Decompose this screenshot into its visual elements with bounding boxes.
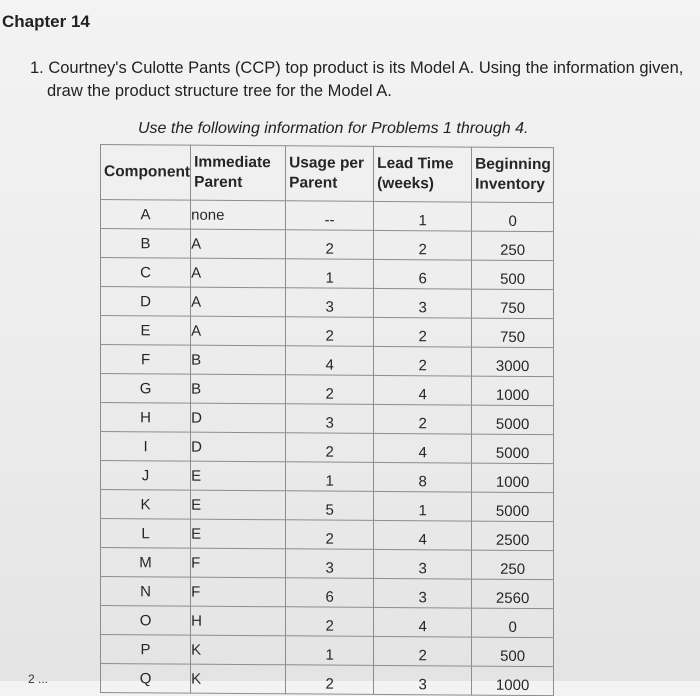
cell-beginning-inventory — [472, 260, 554, 290]
table-row — [101, 606, 554, 638]
cell-usage-per-parent-text: 2 — [325, 617, 334, 635]
problem-line-1: 1. Courtney's Culotte Pants (CCP) top product is its Model A. Using the information given, — [30, 59, 684, 77]
cell-usage-per-parent-text: 5 — [325, 501, 334, 519]
cell-beginning-inventory-text: 2560 — [495, 589, 530, 607]
cell-usage-per-parent — [286, 288, 374, 318]
cell-usage-per-parent-text: -- — [324, 211, 335, 229]
cell-usage-per-parent-text: 3 — [325, 414, 334, 432]
cell-immediate-parent-text: E — [191, 525, 202, 543]
table-row — [101, 461, 554, 493]
cell-lead-time-text: 2 — [418, 414, 427, 432]
cell-beginning-inventory-text: 0 — [508, 212, 517, 230]
cell-immediate-parent — [191, 432, 286, 462]
cell-lead-time-text: 2 — [418, 327, 427, 345]
cell-immediate-parent — [191, 577, 286, 607]
cell-usage-per-parent-text: 4 — [325, 356, 334, 374]
cell-usage-per-parent-text: 2 — [325, 675, 334, 693]
cell-component — [101, 316, 191, 346]
cell-beginning-inventory-text: 250 — [500, 241, 526, 259]
cell-lead-time — [374, 375, 472, 405]
cell-beginning-inventory — [472, 376, 554, 406]
cell-component — [101, 519, 191, 549]
cell-lead-time-text: 2 — [418, 646, 427, 664]
cell-lead-time-text: 4 — [418, 385, 427, 403]
cell-component — [101, 287, 191, 317]
cell-lead-time-text: 8 — [418, 472, 427, 490]
chapter-title: Chapter 14 — [2, 12, 90, 31]
cell-component — [101, 374, 191, 404]
cell-lead-time-text: 3 — [418, 559, 427, 577]
cell-immediate-parent — [191, 403, 286, 433]
cell-immediate-parent-text: F — [191, 583, 201, 601]
header-usage-per-parent: Usage per Parent — [286, 146, 374, 202]
cell-lead-time — [374, 607, 472, 637]
cell-immediate-parent — [191, 316, 286, 346]
cell-component-text: Q — [139, 669, 152, 687]
cell-lead-time — [374, 259, 472, 289]
cell-usage-per-parent-text: 3 — [325, 298, 334, 316]
cut-off-text: 2 ... — [28, 672, 49, 686]
cell-component-text: A — [140, 205, 151, 223]
cell-lead-time — [374, 636, 472, 666]
cell-immediate-parent-text: B — [191, 380, 202, 398]
cell-usage-per-parent — [286, 491, 374, 521]
cell-beginning-inventory — [472, 521, 554, 551]
cell-usage-per-parent — [286, 433, 374, 463]
cell-immediate-parent — [191, 664, 286, 694]
cell-immediate-parent — [191, 258, 286, 288]
cell-beginning-inventory — [472, 637, 554, 667]
cell-beginning-inventory-text: 5000 — [495, 415, 530, 433]
table-row — [101, 229, 554, 261]
cell-beginning-inventory — [472, 579, 554, 609]
cell-usage-per-parent-text: 6 — [325, 588, 334, 606]
cell-immediate-parent — [191, 490, 286, 520]
cell-component-text: L — [141, 524, 150, 542]
cell-component-text: I — [143, 437, 148, 455]
table-caption: Use the following information for Problems 1 through 4. — [138, 120, 529, 137]
table-row — [101, 200, 554, 232]
cell-immediate-parent-text: E — [191, 496, 202, 514]
cell-immediate-parent — [191, 229, 286, 259]
cell-immediate-parent-text: B — [191, 351, 202, 369]
cell-component — [101, 345, 191, 375]
cell-immediate-parent-text: none — [191, 206, 225, 224]
cell-usage-per-parent — [286, 259, 374, 289]
cell-lead-time-text: 1 — [418, 501, 427, 519]
cell-immediate-parent-text: A — [191, 293, 202, 311]
cell-immediate-parent-text: E — [191, 467, 202, 485]
cell-beginning-inventory — [472, 434, 554, 464]
cell-component-text: B — [140, 234, 151, 252]
cell-lead-time — [374, 578, 472, 608]
cell-component-text: O — [139, 611, 152, 629]
table-row — [101, 374, 554, 406]
cell-beginning-inventory — [472, 405, 554, 435]
cell-immediate-parent — [191, 548, 286, 578]
cell-immediate-parent-text: A — [191, 322, 202, 340]
table-row — [101, 258, 554, 290]
cell-beginning-inventory — [472, 318, 554, 348]
cell-lead-time-text: 4 — [418, 530, 427, 548]
cell-lead-time-text: 2 — [418, 356, 427, 374]
header-beginning-inventory: Beginning Inventory — [472, 147, 554, 203]
cell-usage-per-parent-text: 1 — [325, 472, 334, 490]
cell-component — [101, 432, 191, 462]
cell-immediate-parent — [191, 635, 286, 665]
cell-lead-time-text: 4 — [418, 443, 427, 461]
cell-component — [101, 229, 191, 259]
cell-usage-per-parent — [286, 607, 374, 637]
cell-immediate-parent-text: A — [191, 235, 202, 253]
table-row — [101, 432, 554, 464]
cell-immediate-parent-text: K — [191, 670, 202, 688]
cell-component — [101, 577, 191, 607]
cell-beginning-inventory-text: 5000 — [495, 502, 530, 520]
table-row — [101, 403, 554, 435]
cell-lead-time — [374, 404, 472, 434]
cell-usage-per-parent-text: 2 — [325, 240, 334, 258]
cell-usage-per-parent-text: 3 — [325, 559, 334, 577]
cell-usage-per-parent-text: 1 — [325, 269, 334, 287]
cell-beginning-inventory-text: 750 — [500, 299, 526, 317]
cell-usage-per-parent-text: 2 — [325, 530, 334, 548]
cell-component — [101, 200, 191, 230]
cell-component-text: J — [141, 466, 150, 484]
table-row — [101, 664, 554, 696]
cell-usage-per-parent — [286, 520, 374, 550]
header-immediate-parent: Immediate Parent — [191, 145, 286, 201]
table-row — [101, 345, 554, 377]
cell-beginning-inventory — [472, 463, 554, 493]
cell-component-text: K — [140, 495, 151, 513]
table-body — [101, 200, 554, 696]
cell-beginning-inventory — [472, 608, 554, 638]
cell-component — [101, 548, 191, 578]
cell-lead-time — [374, 665, 472, 695]
problem-statement — [30, 57, 698, 103]
cell-beginning-inventory — [472, 231, 554, 261]
cell-lead-time-text: 1 — [418, 211, 427, 229]
cell-beginning-inventory-text: 3000 — [495, 357, 530, 375]
bill-of-materials-table — [100, 144, 554, 696]
cell-usage-per-parent-text: 2 — [325, 385, 334, 403]
cell-component — [101, 403, 191, 433]
cell-usage-per-parent — [286, 317, 374, 347]
cell-lead-time — [374, 230, 472, 260]
cell-usage-per-parent-text: 2 — [325, 443, 334, 461]
cell-immediate-parent — [191, 606, 286, 636]
cell-usage-per-parent — [286, 462, 374, 492]
cell-component — [101, 635, 191, 665]
cell-usage-per-parent — [286, 665, 374, 695]
cell-beginning-inventory-text: 500 — [500, 647, 526, 665]
cell-beginning-inventory — [472, 289, 554, 319]
cell-lead-time — [374, 549, 472, 579]
cell-lead-time-text: 3 — [418, 588, 427, 606]
cell-immediate-parent-text: H — [191, 612, 202, 630]
cell-lead-time-text: 3 — [418, 675, 427, 693]
cell-usage-per-parent — [286, 404, 374, 434]
cell-immediate-parent-text: K — [191, 641, 202, 659]
cell-usage-per-parent-text: 1 — [325, 646, 334, 664]
table-row — [101, 519, 554, 551]
header-lead-time: Lead Time (weeks) — [374, 146, 472, 202]
cell-immediate-parent — [191, 519, 286, 549]
cell-beginning-inventory-text: 5000 — [495, 444, 530, 462]
cell-usage-per-parent — [286, 549, 374, 579]
cell-lead-time — [374, 317, 472, 347]
cell-component — [101, 664, 191, 694]
cell-component-text: E — [140, 321, 151, 339]
cell-component-text: P — [140, 640, 151, 658]
cell-lead-time — [374, 491, 472, 521]
cell-lead-time-text: 4 — [418, 617, 427, 635]
cell-component-text: G — [139, 379, 152, 397]
cell-immediate-parent — [191, 200, 286, 230]
cell-component — [101, 606, 191, 636]
table-header-row — [101, 145, 554, 203]
cell-beginning-inventory-text: 1000 — [495, 676, 530, 694]
cell-immediate-parent — [191, 345, 286, 375]
cell-lead-time-text: 6 — [418, 269, 427, 287]
cell-beginning-inventory — [472, 550, 554, 580]
table-row — [101, 548, 554, 580]
table-row — [101, 287, 554, 319]
cell-beginning-inventory-text: 1000 — [495, 386, 530, 404]
cell-component — [101, 461, 191, 491]
cell-immediate-parent-text: D — [191, 409, 202, 427]
cell-component-text: M — [139, 553, 152, 571]
cell-lead-time — [374, 433, 472, 463]
cell-component-text: F — [140, 350, 151, 368]
cell-beginning-inventory — [472, 202, 554, 232]
table-row — [101, 490, 554, 522]
cell-component-text: D — [140, 292, 151, 310]
header-component: Component — [101, 145, 191, 201]
cell-beginning-inventory — [472, 492, 554, 522]
cell-lead-time — [374, 520, 472, 550]
cell-component-text: N — [140, 582, 151, 600]
cell-component — [101, 490, 191, 520]
table-row — [101, 316, 554, 348]
cell-immediate-parent-text: A — [191, 264, 202, 282]
cell-component — [101, 258, 191, 288]
cell-beginning-inventory — [472, 347, 554, 377]
cell-lead-time-text: 3 — [418, 298, 427, 316]
cell-immediate-parent — [191, 461, 286, 491]
table-row — [101, 577, 554, 609]
cell-immediate-parent — [191, 374, 286, 404]
cell-component-text: C — [140, 263, 151, 281]
cell-beginning-inventory-text: 250 — [500, 560, 526, 578]
cell-beginning-inventory-text: 2500 — [495, 531, 530, 549]
cell-lead-time — [374, 201, 472, 231]
cell-lead-time-text: 2 — [418, 240, 427, 258]
cell-usage-per-parent — [286, 230, 374, 260]
cell-immediate-parent — [191, 287, 286, 317]
cell-usage-per-parent — [286, 201, 374, 231]
cell-beginning-inventory-text: 500 — [500, 270, 526, 288]
cell-lead-time — [374, 288, 472, 318]
cell-lead-time — [374, 462, 472, 492]
cell-usage-per-parent — [286, 578, 374, 608]
problem-line-2: draw the product structure tree for the Model A. — [47, 82, 392, 100]
cell-immediate-parent-text: F — [191, 554, 201, 572]
cell-beginning-inventory-text: 0 — [508, 618, 517, 636]
cell-lead-time — [374, 346, 472, 376]
cell-usage-per-parent — [286, 375, 374, 405]
cell-component-text: H — [140, 408, 151, 426]
cell-immediate-parent-text: D — [191, 438, 202, 456]
cell-beginning-inventory-text: 1000 — [495, 473, 530, 491]
cell-usage-per-parent — [286, 636, 374, 666]
table-row — [101, 635, 554, 667]
cell-beginning-inventory-text: 750 — [500, 328, 526, 346]
cell-usage-per-parent-text: 2 — [325, 327, 334, 345]
cell-usage-per-parent — [286, 346, 374, 376]
